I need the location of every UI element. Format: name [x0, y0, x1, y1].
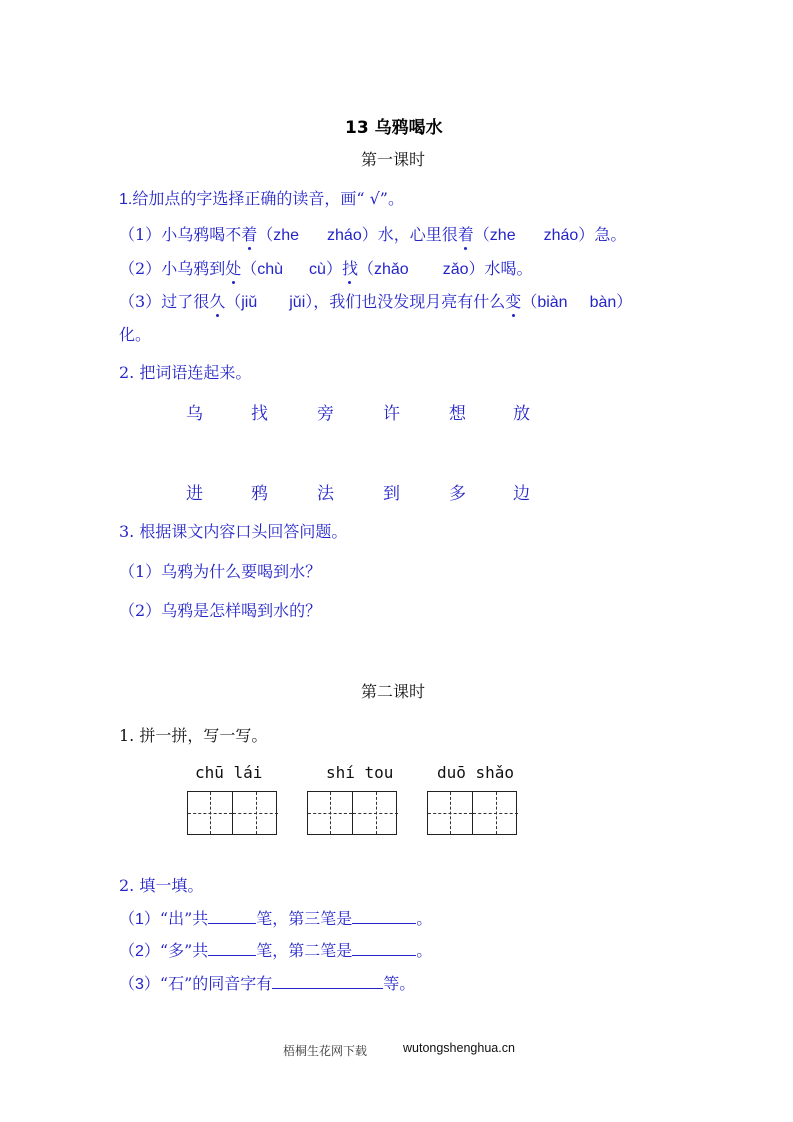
q1-prompt	[119, 186, 404, 209]
item-text: 水喝。	[484, 259, 533, 278]
fill-item-1	[119, 906, 432, 929]
pinyin-word: duō shǎo	[437, 763, 515, 782]
q3-item-2: （2）乌鸦是怎样喝到水的？	[119, 601, 322, 620]
dotted-char: 处	[225, 256, 241, 279]
paren: （	[257, 225, 274, 244]
fill-item-3	[119, 971, 415, 994]
paren: ）	[578, 225, 595, 244]
l2-q2-prompt: 2. 填一填。	[119, 876, 204, 895]
paren: （	[357, 259, 374, 278]
lesson1-heading: 第一课时	[361, 150, 426, 169]
pinyin-option[interactable]: zhe	[273, 227, 300, 244]
fill-item-2	[119, 938, 432, 961]
q1-item-2	[119, 256, 533, 279]
pinyin-option[interactable]: biàn	[537, 294, 568, 311]
item-text: 水，心里很	[377, 225, 458, 244]
paren: ）	[305, 292, 314, 311]
item-label: （1）	[119, 911, 160, 928]
item-text: “石”的同音字有	[159, 974, 273, 993]
q3-item-1: （1）乌鸦为什么要喝到水？	[119, 562, 322, 581]
dotted-char: 变	[505, 289, 521, 312]
grid-cell[interactable]	[188, 792, 233, 834]
dotted-char: 久	[209, 289, 225, 312]
grid-cell[interactable]	[233, 792, 278, 834]
q1-item-3	[119, 289, 632, 312]
grid-cell[interactable]	[308, 792, 353, 834]
l2-q1-prompt: 1. 拼一拼，写一写。	[119, 726, 268, 745]
fill-blank[interactable]	[272, 974, 383, 989]
item-text: 。	[416, 941, 433, 960]
item-text: 小乌鸦到	[161, 259, 226, 278]
item-text: “多”共	[159, 941, 209, 960]
item-text: 笔，第三笔是	[256, 909, 353, 928]
dotted-char: 着	[241, 222, 257, 245]
pinyin-option[interactable]: bàn	[589, 294, 617, 311]
match-bottom-word[interactable]: 多	[449, 484, 466, 504]
pinyin-option[interactable]: zháo	[327, 227, 362, 244]
item-text: 急。	[594, 225, 627, 244]
lesson2-heading: 第二课时	[361, 682, 426, 701]
match-top-word[interactable]: 想	[449, 404, 466, 424]
item-label: （1）	[119, 225, 162, 244]
item-text: 笔，第二笔是	[256, 941, 353, 960]
q1-prompt-text: 给加点的字选择正确的读音，画“ √”。	[132, 189, 404, 208]
fill-blank[interactable]	[208, 909, 256, 924]
match-bottom-word[interactable]: 到	[383, 484, 400, 504]
q1-item-3-continuation: 化。	[119, 325, 152, 344]
writing-grid[interactable]	[307, 791, 397, 835]
item-text: 。	[416, 909, 433, 928]
fill-blank[interactable]	[352, 909, 416, 924]
pinyin-option[interactable]: jǔi	[289, 294, 306, 311]
item-text: ，我们也没发现月亮有什么	[313, 292, 506, 311]
paren: ）	[468, 259, 485, 278]
match-top-word[interactable]: 放	[513, 404, 530, 424]
fill-blank[interactable]	[208, 941, 256, 956]
pinyin-option[interactable]: zǎo	[442, 261, 469, 278]
writing-grid[interactable]	[187, 791, 277, 835]
item-text: 等。	[383, 974, 416, 993]
item-label: （3）	[119, 976, 160, 993]
pinyin-option[interactable]: zhe	[489, 227, 516, 244]
footer-site-name: 梧桐生花网下载	[283, 1044, 368, 1058]
footer-url[interactable]: wutongshenghua.cn	[403, 1041, 515, 1055]
pinyin-option[interactable]: chù	[257, 261, 284, 278]
match-bottom-word[interactable]: 进	[186, 484, 203, 504]
document-title: 13 乌鸦喝水	[345, 118, 443, 138]
paren: ）	[361, 225, 378, 244]
fill-blank[interactable]	[352, 941, 416, 956]
grid-cell[interactable]	[428, 792, 473, 834]
pinyin-word: shí tou	[326, 763, 394, 782]
q3-prompt: 3. 根据课文内容口头回答问题。	[119, 522, 348, 541]
grid-cell[interactable]	[473, 792, 518, 834]
item-label: （2）	[119, 259, 162, 278]
match-top-word[interactable]: 旁	[317, 404, 334, 424]
match-bottom-word[interactable]: 边	[513, 484, 530, 504]
item-text: 小乌鸦喝不	[161, 225, 242, 244]
writing-grid[interactable]	[427, 791, 517, 835]
match-bottom-word[interactable]: 鸦	[251, 484, 268, 504]
q1-number: 1.	[119, 191, 133, 208]
item-label: （2）	[119, 943, 160, 960]
grid-cell[interactable]	[353, 792, 398, 834]
pinyin-option[interactable]: cù	[309, 261, 326, 278]
dotted-char: 着	[458, 222, 474, 245]
pinyin-option[interactable]: zhǎo	[373, 261, 409, 278]
pinyin-option[interactable]: zháo	[543, 227, 579, 244]
paren: （	[473, 225, 490, 244]
q1-item-1	[119, 222, 626, 245]
match-top-word[interactable]: 乌	[186, 404, 203, 424]
item-text: “出”共	[159, 909, 209, 928]
match-bottom-word[interactable]: 法	[317, 484, 334, 504]
paren: ）	[616, 292, 633, 311]
paren: （	[521, 292, 538, 311]
paren: ）	[325, 259, 342, 278]
match-top-word[interactable]: 许	[383, 404, 400, 424]
paren: （	[241, 259, 258, 278]
match-top-word[interactable]: 找	[251, 404, 268, 424]
pinyin-option[interactable]: jiǔ	[241, 294, 258, 311]
paren: （	[225, 292, 242, 311]
dotted-char: 找	[342, 256, 358, 279]
item-label: （3）	[119, 292, 162, 311]
pinyin-word: chū lái	[195, 763, 263, 782]
item-text: 过了很	[161, 292, 210, 311]
q2-prompt: 2. 把词语连起来。	[119, 363, 252, 382]
